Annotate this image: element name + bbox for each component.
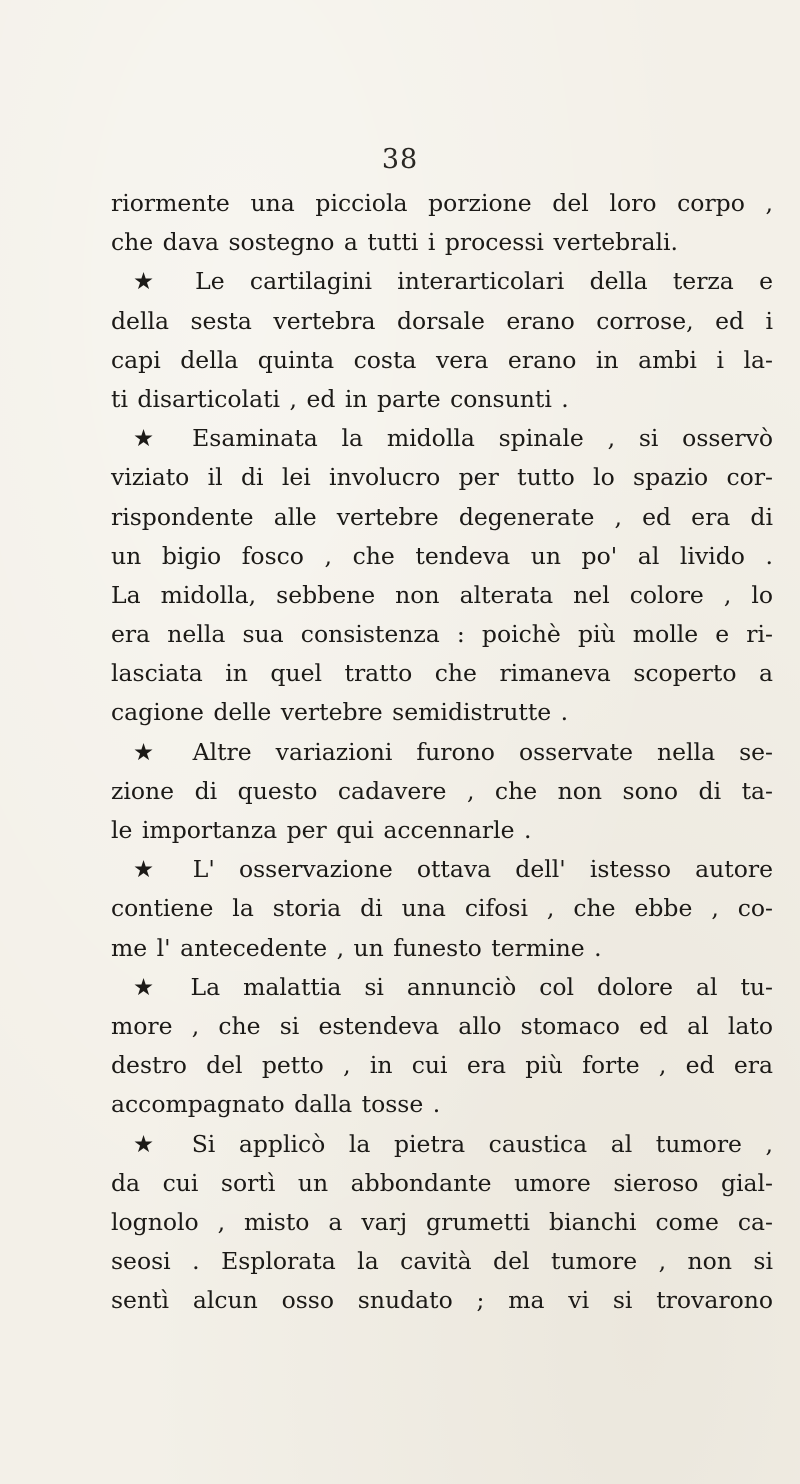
text-line: viziato il di lei involucro per tutto lo spazio cor-	[111, 463, 773, 492]
text-line: destro del petto , in cui era più forte , ed era	[111, 1051, 773, 1080]
text-line: ti disarticolati , ed in parte consunti .	[111, 384, 569, 413]
text-line: contiene la storia di una cifosi , che ebbe , co-	[111, 894, 773, 923]
text-line: che dava sostegno a tutti i processi vertebrali.	[111, 228, 678, 257]
text-line: ★ La malattia si annunciò col dolore al tu-	[133, 972, 773, 1001]
text-line: sentì alcun osso snudato ; ma vi si trovarono	[111, 1286, 773, 1315]
text-line: seosi . Esplorata la cavità del tumore , non si	[111, 1247, 773, 1276]
text-line: La midolla, sebbene non alterata nel colore , lo	[111, 580, 773, 609]
text-line: da cui sortì un abbondante umore sieroso gial-	[111, 1168, 773, 1197]
text-line: accompagnato dalla tosse .	[111, 1090, 441, 1119]
text-line: le importanza per qui accennarle .	[111, 816, 532, 844]
text-line: ★ Si applicò la pietra caustica al tumore ,	[133, 1129, 773, 1158]
text-line: ★ Altre variazioni furono osservate nella se-	[133, 737, 773, 766]
text-line: capi della quinta costa vera erano in ambi i la-	[111, 345, 773, 374]
text-line: lasciata in quel tratto che rimaneva scoperto a	[111, 659, 773, 688]
text-line: ★ L' osservazione ottava dell' istesso autore	[133, 855, 773, 884]
page-number: 38	[381, 144, 419, 175]
text-line: un bigio fosco , che tendeva un po' al livido .	[111, 541, 773, 570]
text-line: era nella sua consistenza : poichè più molle e ri-	[111, 620, 773, 649]
text-line: ★ Le cartilagini interarticolari della terza e	[133, 267, 773, 296]
text-line: ★ Esaminata la midolla spinale , si osservò	[133, 424, 773, 453]
text-line: rispondente alle vertebre degenerate , ed era di	[111, 502, 773, 531]
text-line: cagione delle vertebre semidistrutte .	[111, 698, 569, 727]
text-line: zione di questo cadavere , che non sono di ta-	[111, 776, 773, 805]
text-line: me l' antecedente , un funesto termine .	[111, 933, 602, 962]
text-line: more , che si estendeva allo stomaco ed al lato	[111, 1011, 773, 1040]
text-line: della sesta vertebra dorsale erano corrose, ed i	[111, 306, 773, 335]
text-line: riormente una picciola porzione del loro corpo ,	[111, 189, 773, 217]
body-text	[111, 184, 773, 1320]
text-line: lognolo , misto a varj grumetti bianchi come ca-	[111, 1207, 773, 1236]
